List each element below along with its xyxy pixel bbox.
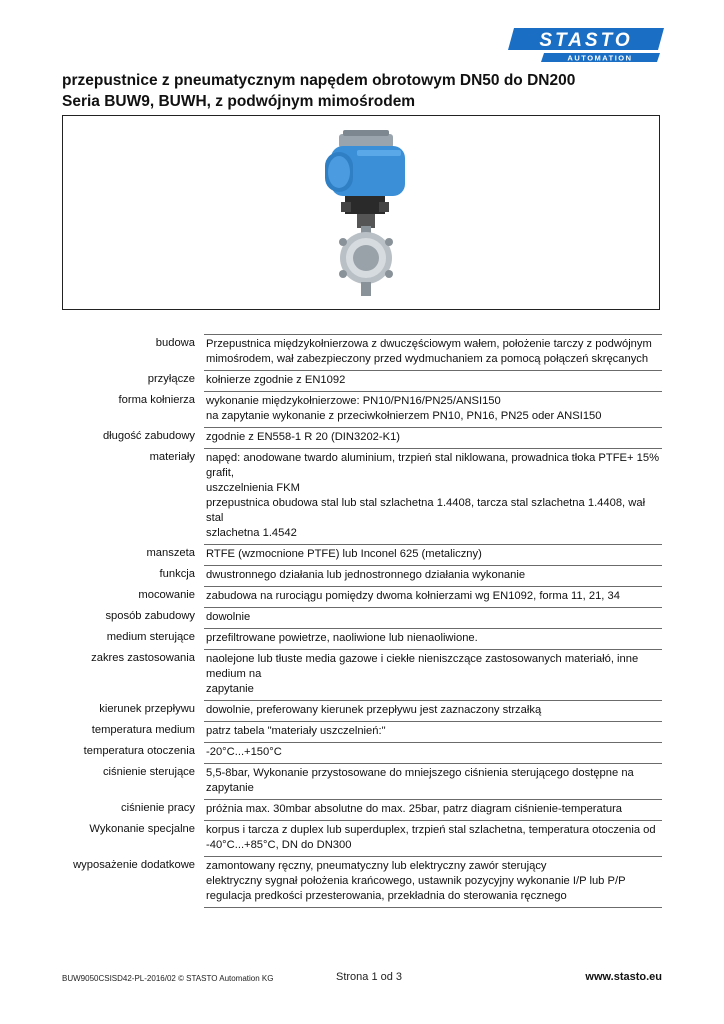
spec-value	[204, 334, 662, 370]
logo-brand: STASTO	[539, 30, 633, 51]
spec-label: Wykonanie specjalne	[89, 823, 195, 835]
spec-row	[62, 628, 662, 649]
spec-row	[62, 391, 662, 427]
spec-value	[204, 586, 662, 607]
spec-value-line: dowolnie, preferowany kierunek przepływu jest zaznaczony strzałką	[206, 704, 542, 716]
spec-value	[204, 721, 662, 742]
spec-row	[62, 799, 662, 820]
spec-value	[204, 448, 662, 544]
spec-value-line: -20°C...+150°C	[206, 746, 282, 758]
footer-page-number: Strona 1 od 3	[336, 971, 403, 983]
spec-value-line: kołnierze zgodnie z EN1092	[206, 374, 346, 386]
spec-value-line: przepustnica obudowa stal lub stal szlachetna 1.4408, tarcza stal szlachetna 1.4408, wał stal	[206, 497, 646, 524]
spec-value	[204, 628, 662, 649]
spec-value-line: przefiltrowane powietrze, naoliwione lub nienaoliwione.	[206, 632, 478, 644]
spec-row	[62, 856, 662, 908]
spec-label: wyposażenie dodatkowe	[73, 859, 195, 871]
spec-value-line: naolejone lub tłuste media gazowe i ciekłe nieniszczące zastosowanych materiałó, inne medium na	[206, 653, 639, 680]
spec-label: ciśnienie sterujące	[102, 766, 195, 778]
spec-label: kierunek przepływu	[99, 703, 195, 715]
spec-label: temperatura medium	[91, 724, 195, 736]
spec-row	[62, 763, 662, 799]
stasto-logo-icon	[504, 28, 664, 68]
title-line-1: przepustnice z pneumatycznym napędem obrotowym DN50 do DN200	[62, 72, 576, 89]
spec-row	[62, 607, 662, 628]
spec-row	[62, 700, 662, 721]
spec-row	[62, 370, 662, 391]
page-title	[62, 70, 622, 112]
spec-label: temperatura otoczenia	[83, 745, 195, 757]
spec-value-line: elektryczny sygnał położenia krańcowego, ustawnik pozycyjny wykonanie I/P lub P/P	[206, 875, 626, 887]
spec-row	[62, 649, 662, 700]
spec-row	[62, 586, 662, 607]
footer-website-link[interactable]: www.stasto.eu	[585, 971, 662, 983]
spec-value-line: na zapytanie wykonanie z przeciwkołnierzem PN10, PN16, PN25 oder ANSI150	[206, 410, 602, 422]
spec-value-line: zamontowany ręczny, pneumatyczny lub elektryczny zawór sterujący	[206, 860, 547, 872]
spec-label: budowa	[155, 337, 195, 349]
spec-label: przyłącze	[147, 373, 195, 385]
spec-label: ciśnienie pracy	[121, 802, 195, 814]
spec-label: długość zabudowy	[102, 430, 195, 442]
spec-value-line: zgodnie z EN558-1 R 20 (DIN3202-K1)	[206, 431, 401, 443]
spec-value	[204, 763, 662, 799]
spec-row	[62, 820, 662, 856]
spec-row	[62, 544, 662, 565]
spec-value	[204, 742, 662, 763]
spec-value-line: mimośrodem, wał zabezpieczony przed wydmuchaniem za pomocą połączeń skręcanych	[206, 353, 649, 365]
spec-row	[62, 565, 662, 586]
logo-sub: AUTOMATION	[567, 53, 633, 63]
spec-value-line: zabudowa na rurociągu pomiędzy dwoma kołnierzami wg EN1092, forma 11, 21, 34	[206, 590, 620, 602]
spec-value-line: regulacja predkości przesterowania, przekładnia do sterowania ręcznego	[206, 890, 567, 902]
spec-value	[204, 607, 662, 628]
spec-value-line: dowolnie	[206, 611, 251, 623]
spec-value	[204, 544, 662, 565]
spec-label: materiały	[149, 451, 195, 463]
spec-value-line: RTFE (wzmocnione PTFE) lub Inconel 625 (metaliczny)	[206, 548, 482, 560]
spec-label: mocowanie	[138, 589, 195, 601]
spec-row	[62, 427, 662, 448]
spec-value	[204, 700, 662, 721]
spec-value	[204, 649, 662, 700]
spec-label: manszeta	[146, 547, 195, 559]
stasto-logo	[504, 28, 664, 68]
spec-value	[204, 370, 662, 391]
spec-label: funkcja	[159, 568, 195, 580]
spec-value	[204, 565, 662, 586]
spec-value-line: 5,5-8bar, Wykonanie przystosowane do mniejszego ciśnienia sterującego dostępne na zapytanie	[206, 767, 634, 794]
spec-value-line: próżnia max. 30mbar absolutne do max. 25bar, patrz diagram ciśnienie-temperatura	[206, 803, 623, 815]
spec-row	[62, 721, 662, 742]
spec-value-line: zapytanie	[206, 683, 254, 695]
spec-value-line: wykonanie międzykołnierzowe: PN10/PN16/PN25/ANSI150	[206, 395, 501, 407]
spec-value	[204, 799, 662, 820]
spec-value	[204, 391, 662, 427]
title-line-2: Seria BUW9, BUWH, z podwójnym mimośrodem	[62, 93, 416, 110]
product-image-frame	[62, 115, 660, 310]
spec-value-line: korpus i tarcza z duplex lub superduplex, trzpień stal szlachetna, temperatura otoczenia od	[206, 824, 656, 836]
spec-value	[204, 427, 662, 448]
spec-label: medium sterujące	[106, 631, 195, 643]
spec-value-line: dwustronnego działania lub jednostronnego działania wykonanie	[206, 569, 526, 581]
spec-row	[62, 448, 662, 544]
spec-value-line: szlachetna 1.4542	[206, 527, 297, 539]
spec-row	[62, 334, 662, 370]
spec-value-line: Przepustnica międzykołnierzowa z dwuczęściowym wałem, położenie tarczy z podwójnym	[206, 338, 652, 350]
spec-row	[62, 742, 662, 763]
spec-value-line: napęd: anodowane twardo aluminium, trzpień stal niklowana, prowadnica tłoka PTFE+ 15% grafit,	[206, 452, 660, 479]
footer-document-id: BUW9050CSISD42-PL-2016/02 © STASTO Automation KG	[62, 974, 274, 983]
spec-label: forma kołnierza	[118, 394, 195, 406]
spec-value	[204, 820, 662, 856]
spec-value-line: patrz tabela "materiały uszczelnień:"	[206, 725, 386, 737]
spec-value-line: -40°C...+85°C, DN do DN300	[206, 839, 352, 851]
spec-value	[204, 856, 662, 908]
butterfly-valve-with-pneumatic-actuator-icon	[317, 130, 409, 298]
spec-value-line: uszczelnienia FKM	[206, 482, 300, 494]
specifications-table	[62, 334, 662, 908]
spec-label: sposób zabudowy	[105, 610, 195, 622]
spec-label: zakres zastosowania	[91, 652, 195, 664]
